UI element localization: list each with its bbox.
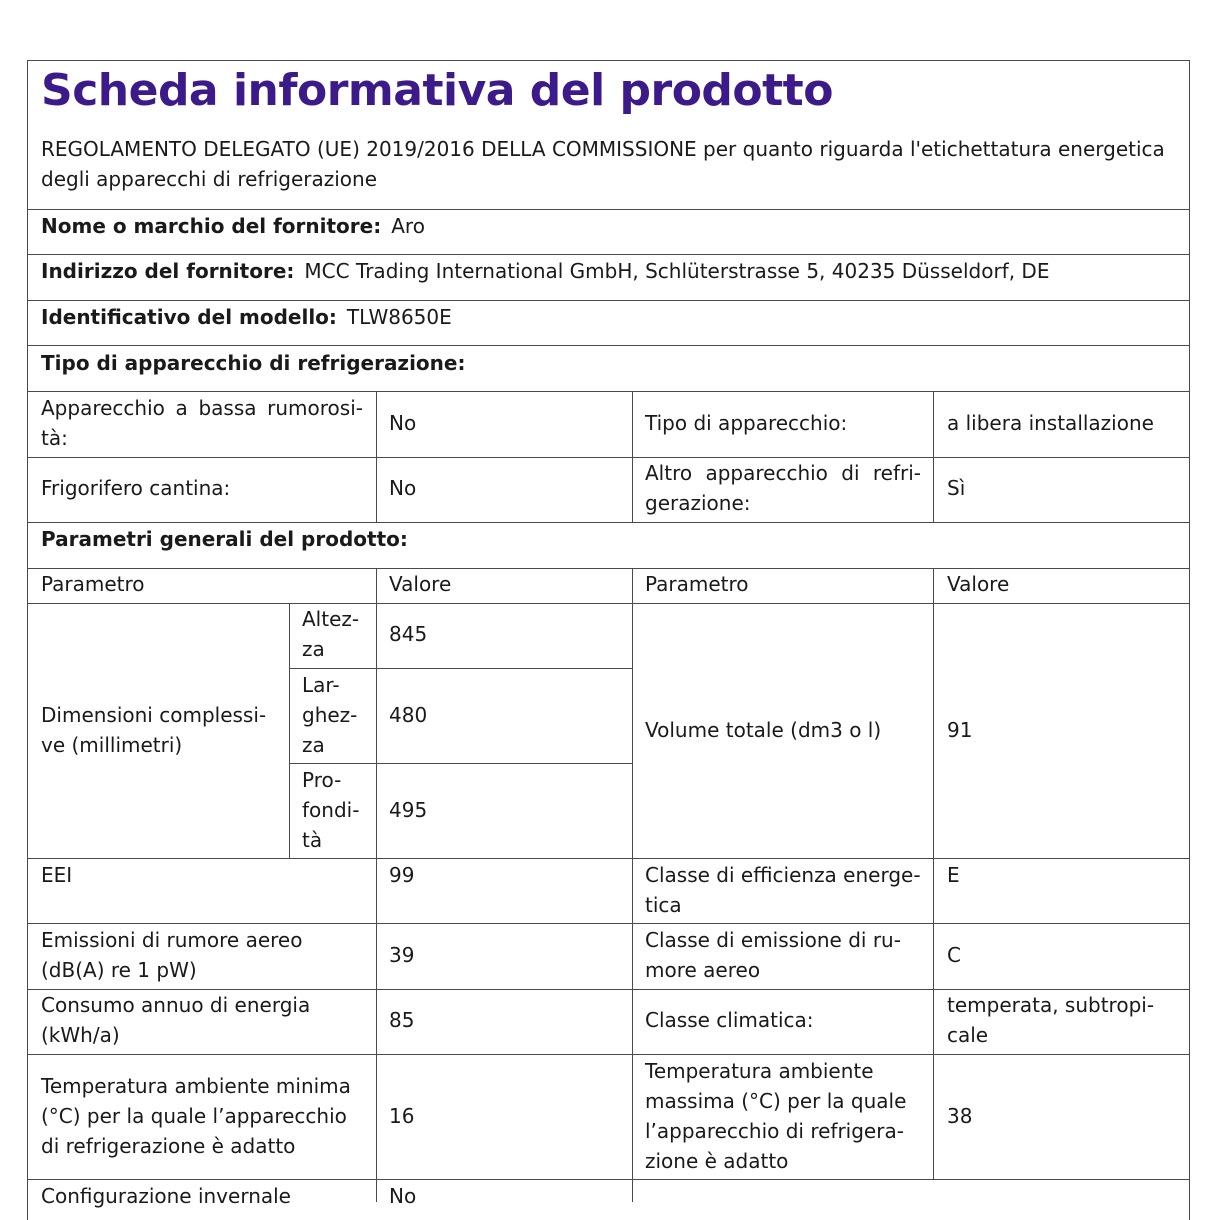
- total-volume-label: Volume totale (dm3 o l): [645, 718, 882, 742]
- column-divider: [632, 391, 633, 522]
- column-divider: [933, 391, 934, 522]
- supplier-name-row: [41, 211, 425, 241]
- other-appliance-label: Altro apparecchio di refri-gerazione:: [645, 461, 921, 515]
- row-divider: [27, 522, 1190, 523]
- column-divider: [376, 568, 377, 1202]
- general-parameters-heading: Parametri generali del prodotto:: [41, 527, 408, 551]
- supplier-address-row: [41, 256, 1049, 286]
- regulation-text: REGOLAMENTO DELEGATO (UE) 2019/2016 DELLA COMMISSIONE per quanto riguarda l'etichettatura energetica degli apparecchi di refrigerazione: [41, 137, 1165, 191]
- row-divider: [27, 603, 1190, 604]
- eei-label: EEI: [41, 863, 73, 887]
- min-ambient-temperature-value: 16: [389, 1104, 415, 1128]
- noise-class-value: C: [947, 943, 961, 967]
- winter-setting-label: Configurazione invernale: [41, 1184, 291, 1208]
- low-noise-label: Apparecchio a bassa rumorosi-tà:: [41, 396, 363, 450]
- column-header-value: Valore: [389, 572, 452, 596]
- supplier-name-value: Aro: [391, 214, 425, 238]
- wine-storage-value: No: [389, 476, 417, 500]
- supplier-address-label: Indirizzo del fornitore:: [41, 259, 295, 283]
- row-divider: [27, 391, 1190, 392]
- noise-emissions-label: Emissioni di rumore aereo (dB(A) re 1 pW): [41, 928, 303, 982]
- row-divider: [376, 668, 632, 669]
- wine-storage-label: Frigorifero cantina:: [41, 476, 231, 500]
- other-appliance-value: Sì: [947, 476, 966, 500]
- model-identifier-row: [41, 302, 452, 332]
- column-divider: [933, 568, 934, 1179]
- row-divider: [27, 254, 1190, 255]
- energy-class-value: E: [947, 863, 960, 887]
- min-ambient-temperature-label: Temperatura ambiente minima (°C) per la quale l’apparecchio di refrigerazione è adatto: [41, 1074, 351, 1158]
- model-identifier-value: TLW8650E: [346, 305, 452, 329]
- depth-label: Pro-fondi-tà: [302, 768, 360, 852]
- appliance-type-heading: Tipo di apparecchio di refrigerazione:: [41, 351, 466, 375]
- row-divider: [27, 1054, 1190, 1055]
- row-divider: [289, 668, 376, 669]
- row-divider: [27, 209, 1190, 210]
- model-identifier-label: Identificativo del modello:: [41, 305, 337, 329]
- row-divider: [27, 345, 1190, 346]
- row-divider: [27, 568, 1190, 569]
- column-header-value-2: Valore: [947, 572, 1010, 596]
- column-header-parameter: Parametro: [41, 572, 145, 596]
- supplier-address-value: MCC Trading International GmbH, Schlüterstrasse 5, 40235 Düsseldorf, DE: [304, 259, 1050, 283]
- height-label: Altez-za: [302, 607, 360, 661]
- low-noise-value: No: [389, 411, 417, 435]
- depth-value: 495: [389, 798, 428, 822]
- width-value: 480: [389, 703, 428, 727]
- document-title: Scheda informativa del prodotto: [41, 65, 833, 116]
- design-type-value: a libera installazione: [947, 411, 1154, 435]
- row-divider: [27, 1179, 1190, 1180]
- column-divider: [632, 568, 633, 1202]
- annual-energy-label: Consumo annuo di energia (kWh/a): [41, 993, 311, 1047]
- annual-energy-value: 85: [389, 1008, 415, 1032]
- supplier-name-label: Nome o marchio del fornitore:: [41, 214, 382, 238]
- row-divider: [376, 763, 632, 764]
- column-divider: [376, 391, 377, 522]
- dimensions-label: Dimensioni complessi-ve (millimetri): [41, 703, 267, 757]
- max-ambient-temperature-label: Temperatura ambiente massima (°C) per la quale l’apparecchio di refrigera-zione è adatto: [645, 1059, 907, 1173]
- noise-emissions-value: 39: [389, 943, 415, 967]
- climate-class-label: Classe climatica:: [645, 1008, 814, 1032]
- eei-value: 99: [389, 863, 415, 887]
- width-label: Lar-ghez-za: [302, 673, 358, 757]
- design-type-label: Tipo di apparecchio:: [645, 411, 848, 435]
- row-divider: [27, 300, 1190, 301]
- climate-class-value: temperata, subtropi-cale: [947, 993, 1155, 1047]
- noise-class-label: Classe di emissione di ru-more aereo: [645, 928, 901, 982]
- energy-class-label: Classe di efficienza energe-tica: [645, 863, 921, 917]
- column-divider: [289, 603, 290, 858]
- max-ambient-temperature-value: 38: [947, 1104, 973, 1128]
- row-divider: [27, 923, 1190, 924]
- winter-setting-value: No: [389, 1184, 417, 1208]
- row-divider: [289, 763, 376, 764]
- height-value: 845: [389, 622, 428, 646]
- column-header-parameter-2: Parametro: [645, 572, 749, 596]
- total-volume-value: 91: [947, 718, 973, 742]
- row-divider: [27, 858, 1190, 859]
- row-divider: [27, 457, 1190, 458]
